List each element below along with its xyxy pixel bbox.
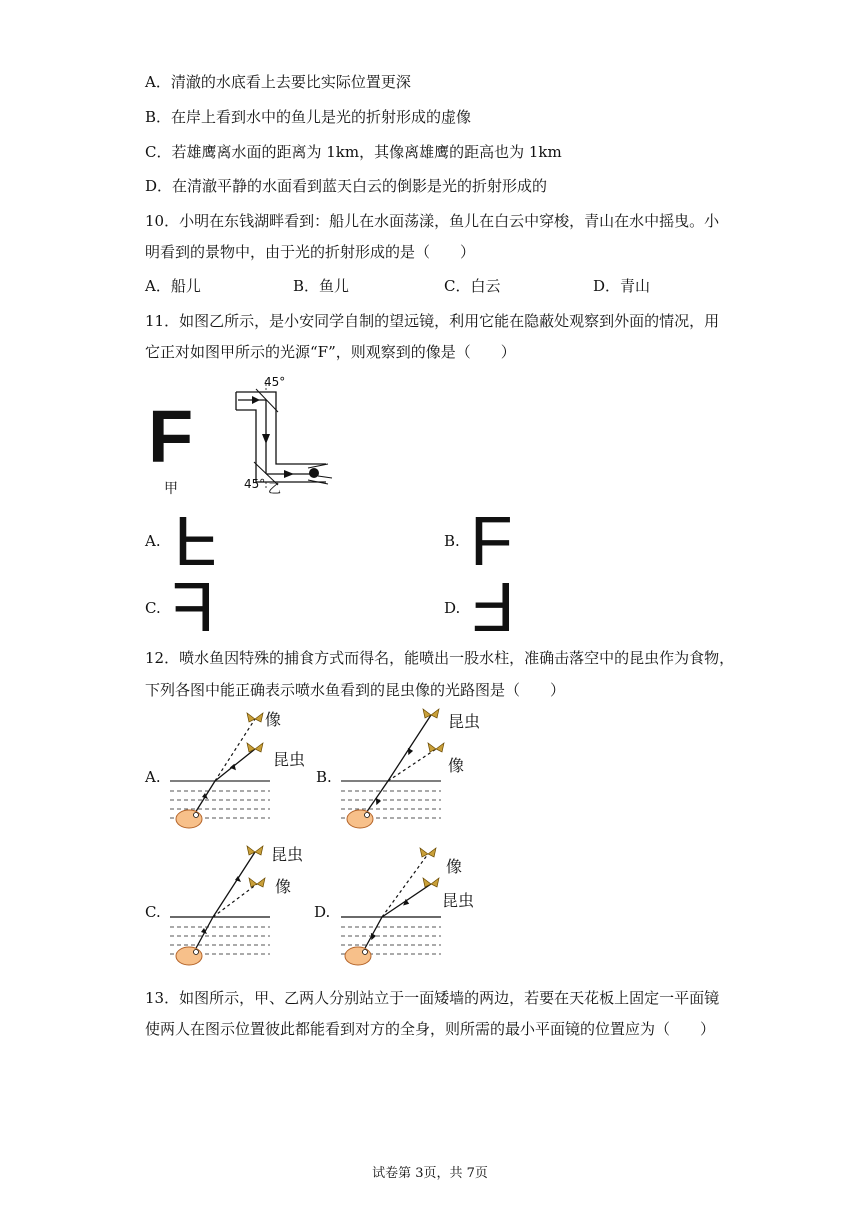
q11-periscope-figure — [226, 372, 338, 494]
q12-diagram-d — [336, 840, 496, 975]
q12-option-c-label: C. — [145, 903, 161, 921]
q13-stem-line1: 13．如图所示，甲、乙两人分别站立于一面矮墙的两边，若要在天花板上固定一平面镜 — [145, 989, 720, 1007]
q10-option-c: C．白云 — [444, 277, 501, 295]
q11-angle-bottom: 45° — [244, 477, 266, 491]
q10-option-d: D．青山 — [593, 277, 651, 295]
q11-option-a-glyph: F — [174, 502, 217, 580]
q11-option-a-label: A. — [145, 532, 161, 550]
q9-option-d: D．在清澈平静的水面看到蓝天白云的倒影是光的折射形成的 — [145, 177, 548, 195]
q12-stem-line2: 下列各图中能正确表示喷水鱼看到的昆虫像的光路图是（ ） — [145, 681, 566, 699]
q12-option-b-label: B. — [316, 768, 332, 786]
q11-option-c-glyph: F — [172, 568, 215, 646]
q9-option-a: A．清澈的水底看上去要比实际位置更深 — [145, 73, 411, 91]
q12-c-insect-label: 昆虫 — [271, 845, 304, 864]
q11-option-b-label: B. — [444, 532, 460, 550]
q11-option-b-glyph: F — [470, 502, 513, 580]
q11-source-letter: F — [148, 395, 194, 478]
q12-option-d-label: D. — [314, 903, 331, 921]
q11-option-d-label: D. — [444, 599, 461, 617]
q12-diagram-b — [336, 705, 496, 840]
q12-d-image-label: 像 — [446, 857, 463, 876]
q13-stem-line2: 使两人在图示位置彼此都能看到对方的全身，则所需的最小平面镜的位置应为（ ） — [145, 1020, 716, 1038]
q12-b-image-label: 像 — [448, 756, 465, 775]
q11-angle-top: 45° — [264, 375, 286, 389]
q12-diagram-a — [165, 705, 325, 840]
q11-option-d-glyph: F — [472, 568, 515, 646]
q12-a-insect-label: 昆虫 — [273, 750, 306, 769]
q9-option-b: B．在岸上看到水中的鱼儿是光的折射形成的虚像 — [145, 108, 472, 126]
q11-stem-line1: 11．如图乙所示，是小安同学自制的望远镜，利用它能在隐蔽处观察到外面的情况，用 — [145, 312, 720, 330]
q10-stem-line2: 明看到的景物中，由于光的折射形成的是（ ） — [145, 243, 476, 261]
q11-label-jia: 甲 — [164, 481, 178, 497]
q10-stem-line1: 10．小明在东钱湖畔看到：船儿在水面荡漾，鱼儿在白云中穿梭，青山在水中摇曳。小 — [145, 212, 720, 230]
q12-c-image-label: 像 — [275, 877, 292, 896]
q12-stem-line1: 12．喷水鱼因特殊的捕食方式而得名，能喷出一股水柱，准确击落空中的昆虫作为食物， — [145, 649, 735, 667]
q11-stem-line2: 它正对如图甲所示的光源“F”，则观察到的像是（ ） — [145, 343, 516, 361]
q11-option-c-label: C. — [145, 599, 161, 617]
q10-option-a: A．船儿 — [145, 277, 201, 295]
q12-d-insect-label: 昆虫 — [442, 891, 475, 910]
q12-b-insect-label: 昆虫 — [448, 712, 481, 731]
page-footer: 试卷第 3页，共 7页 — [372, 1166, 488, 1181]
q9-option-c: C．若雄鹰离水面的距离为 1km，其像离雄鹰的距高也为 1km — [145, 143, 562, 161]
q10-option-b: B．鱼儿 — [293, 277, 350, 295]
q11-label-yi: 乙 — [268, 482, 282, 494]
q12-a-image-label: 像 — [265, 710, 282, 729]
q12-diagram-c — [165, 840, 325, 975]
q12-option-a-label: A. — [145, 768, 161, 786]
